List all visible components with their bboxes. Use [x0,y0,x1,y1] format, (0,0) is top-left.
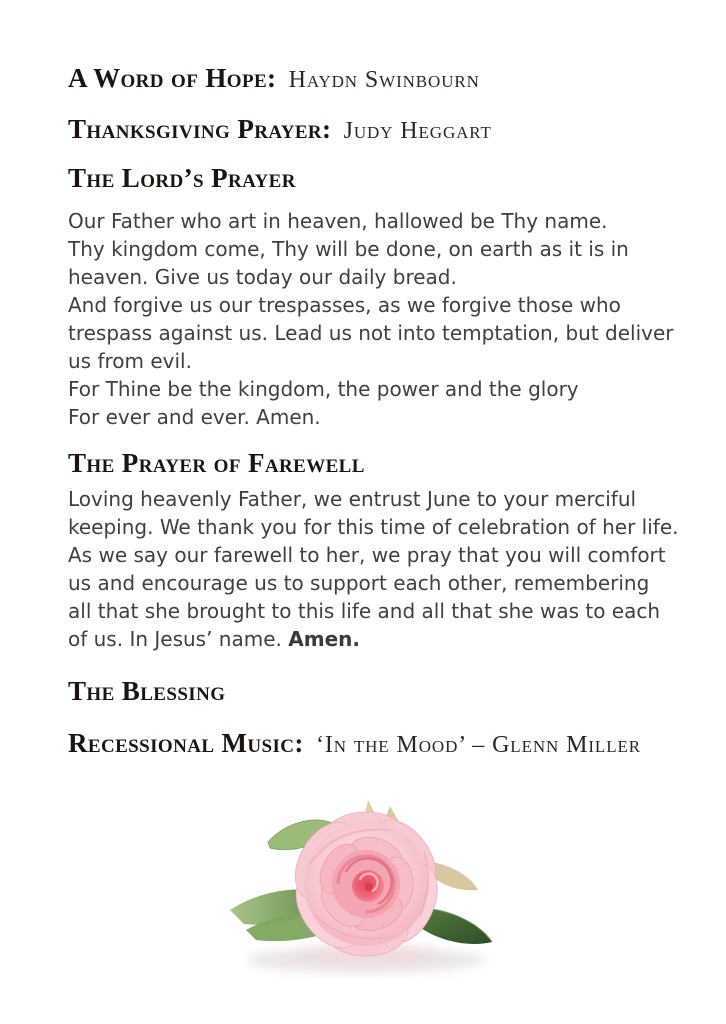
text-line: keeping. We thank you for this time of celebration of her life. [68,515,679,539]
text-line [68,625,696,653]
text-line: Thy kingdom come, Thy will be done, on earth as it is in [68,237,629,261]
heading-lords-prayer-label: The Lord’s Prayer [68,163,296,193]
heading-the-blessing [68,674,696,708]
heading-recessional-name: ‘In the Mood’ – Glenn Miller [315,732,642,758]
heading-farewell-label: The Prayer of Farewell [68,448,365,478]
text-line: heaven. Give us today our daily bread. [68,265,457,289]
prayer-of-farewell-text [68,485,696,653]
heading-word-of-hope-label: A Word of Hope: [68,63,277,93]
text-line: us from evil. [68,349,192,373]
amen-bold-text: Amen. [288,627,360,651]
text-line: all that she brought to this life and all that she was to each [68,599,661,623]
heading-thanksgiving-prayer [68,112,696,148]
text-line: For ever and ever. Amen. [68,405,321,429]
text-line: Loving heavenly Father, we entrust June to your merciful [68,487,637,511]
heading-lords-prayer [68,161,696,195]
heading-recessional-label: Recessional Music: [68,728,304,758]
text-line: Our Father who art in heaven, hallowed be Thy name. [68,209,608,233]
rose-illustration-container [0,792,726,987]
heading-prayer-of-farewell [68,446,696,480]
heading-blessing-label: The Blessing [68,676,226,706]
heading-recessional-music [68,726,696,762]
text-line: And forgive us our trespasses, as we forgive those who [68,293,621,317]
heading-thanksgiving-label: Thanksgiving Prayer: [68,114,332,144]
heading-word-of-hope [68,61,696,97]
text-line: As we say our farewell to her, we pray that you will comfort [68,543,666,567]
heading-thanksgiving-name: Judy Heggart [343,118,492,144]
text-line: For Thine be the kingdom, the power and the glory [68,377,579,401]
text-segment: of us. In Jesus’ name. [68,627,289,651]
text-line: trespass against us. Lead us not into temptation, but deliver [68,321,674,345]
lords-prayer-text [68,207,696,431]
text-line: us and encourage us to support each other, remembering [68,571,650,595]
pink-rose-image [218,792,508,987]
heading-word-of-hope-name: Haydn Swinbourn [288,67,480,93]
